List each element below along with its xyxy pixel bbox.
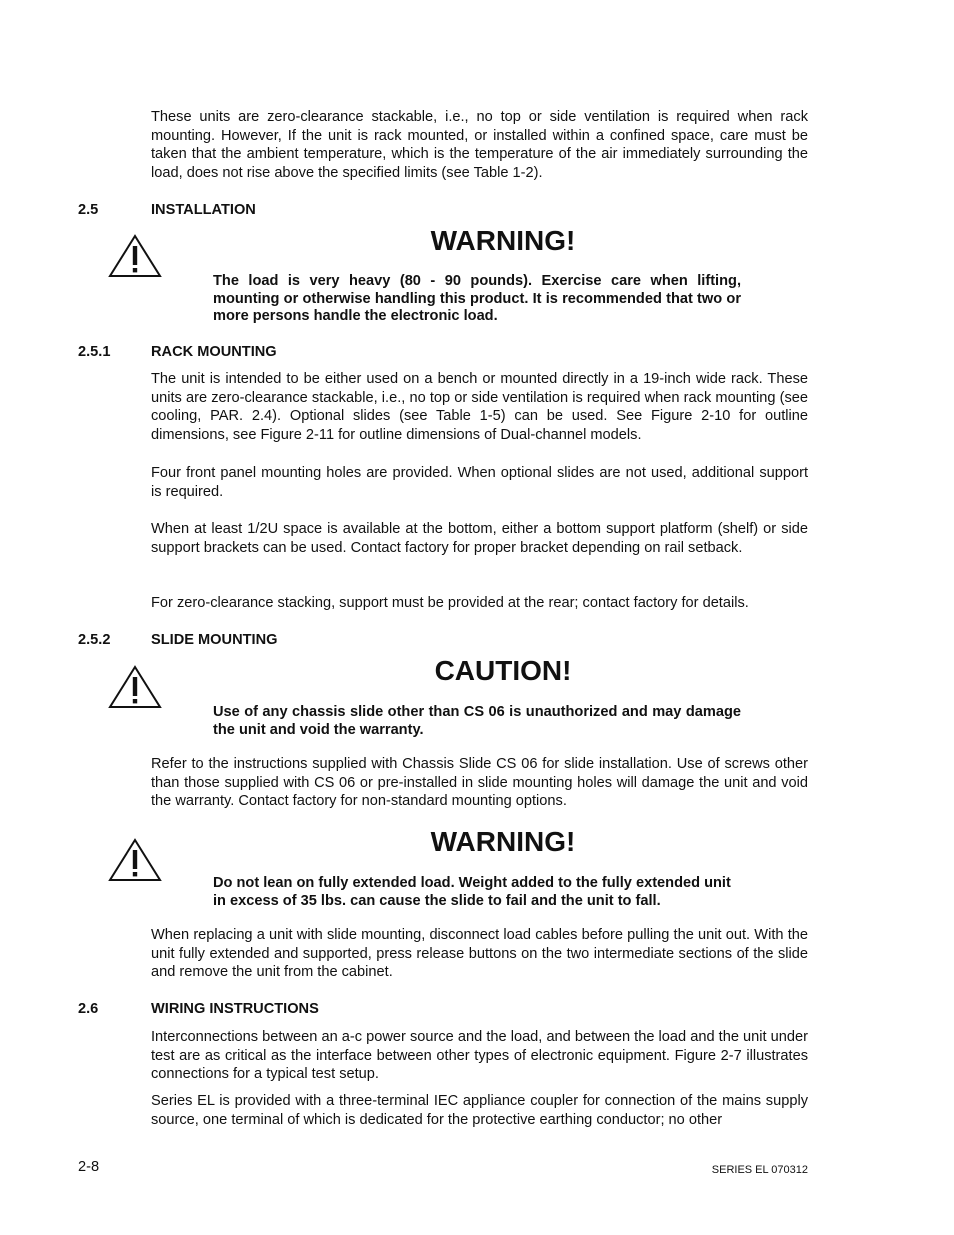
wiring-paragraph-2: Series EL is provided with a three-terminal IEC appliance coupler for connection of the mains supply source, one terminal of which is dedicated for the protective earthing conductor; no other [151,1093,808,1128]
warning-triangle-icon [107,233,163,279]
rack-mounting-paragraph-4: For zero-clearance stacking, support must be provided at the rear; contact factory for details. [151,595,749,611]
intro-paragraph: These units are zero-clearance stackable, i.e., no top or side ventilation is required when rack mounting. However, If the unit is rack mounted, or installed within a confined space, care must be taken that the ambient temperature, which is the temperature of the air immediately surrounding the load, does not rise above the specified limits (see Table 1-2). [151,109,808,181]
section-title: RACK MOUNTING [151,344,277,360]
rack-mounting-paragraph-2: Four front panel mounting holes are provided. When optional slides are not used, additional support is required. [151,465,808,500]
caution-text: Use of any chassis slide other than CS 06 is unauthorized and may damage the unit and void the warranty. [213,704,741,738]
caution-triangle-icon [107,664,163,710]
section-title: INSTALLATION [151,202,256,218]
caution-title: CAUTION! [434,655,572,686]
rack-mounting-paragraph-3: When at least 1/2U space is available at the bottom, either a bottom support platform (shelf) or side support brackets can be used. Contact factory for proper bracket depending on rail setback. [151,521,808,556]
slide-mounting-paragraph-2: When replacing a unit with slide mounting, disconnect load cables before pulling the unit out. With the unit fully extended and supported, press release buttons on the two intermediate sections of the slide and remove the unit from the cabinet. [151,927,808,981]
section-heading-slide-mounting [78,631,778,649]
warning-title: WARNING! [430,225,576,256]
section-heading-rack-mounting [78,343,778,361]
section-number: 2.5.1 [78,344,111,360]
page-number: 2-8 [78,1159,100,1175]
section-number: 2.6 [78,1001,99,1017]
warning-text: The load is very heavy (80 - 90 pounds). Exercise care when lifting, mounting or otherwise handling this product. It is recommended that two or more persons handle the electronic load. [213,273,741,325]
section-number: 2.5 [78,202,99,218]
wiring-paragraph-1: Interconnections between an a-c power source and the load, and between the load and the unit under test are as critical as the interface between other types of electronic equipment. Figure 2-7 illustrates connections for a typical test setup. [151,1029,808,1083]
section-title: WIRING INSTRUCTIONS [151,1001,319,1017]
slide-mounting-paragraph-1: Refer to the instructions supplied with Chassis Slide CS 06 for slide installation. Use of screws other than those supplied with CS 06 or pre-installed in slide mounting holes will damage the unit and void the warranty. Contact factory for non-standard mounting options. [151,756,808,810]
section-heading-wiring [78,1000,778,1018]
section-number: 2.5.2 [78,632,111,648]
section-heading-installation [78,201,778,219]
document-id: SERIES EL 070312 [711,1164,808,1176]
rack-mounting-paragraph-1: The unit is intended to be either used on a bench or mounted directly in a 19-inch wide rack. These units are zero-clearance stackable, i.e., no top or side ventilation is required when rack mounting (see cooling, PAR. 2.4). Optional slides (see Table 1-5) can be used. See Figure 2-10 for outline dimensions, see Figure 2-11 for outline dimensions of Dual-channel models. [151,371,808,443]
warning-triangle-icon [107,837,163,883]
warning-text: Do not lean on fully extended load. Weight added to the fully extended unit in excess of 35 lbs. can cause the slide to fail and the unit to fall. [213,875,731,909]
section-title: SLIDE MOUNTING [151,632,278,648]
warning-title: WARNING! [430,826,576,857]
